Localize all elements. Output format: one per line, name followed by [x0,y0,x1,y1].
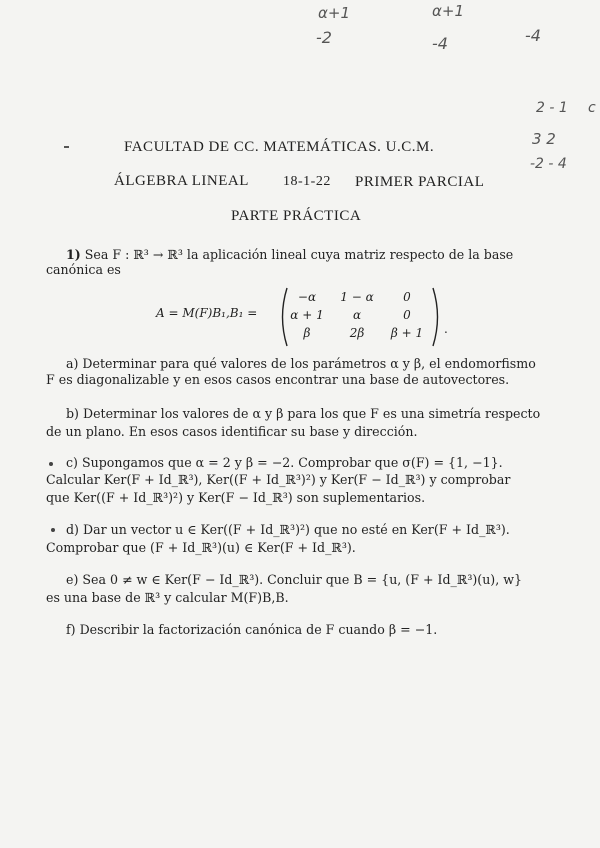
part-e-line-1: e) Sea 0 ≠ w ∈ Ker(F − Id_ℝ³). Concluir que B = {u, (F + Id_ℝ³)(u), w} [66,572,523,587]
matrix-period: . [444,322,448,336]
part-heading: PARTE PRÁCTICA [231,208,362,224]
problem-number: 1) [66,247,81,262]
part-b-line-2: de un plano. En esos casos identificar su base y dirección. [46,424,418,439]
exam-title: PRIMER PARCIAL [355,174,485,190]
handwritten-note: c [588,100,596,116]
handwritten-note: -2 - 4 [530,156,567,172]
handwritten-note: -4 [432,34,448,53]
matrix-cell: β [303,326,311,340]
faculty-heading: FACULTAD DE CC. MATEMÁTICAS. U.C.M. [124,139,435,155]
part-a-line-2: F es diagonalizable y en esos casos encontrar una base de autovectores. [46,372,510,387]
part-b-line-1: b) Determinar los valores de α y β para los que F es una simetría respecto [66,406,541,421]
handwritten-note: α+1 [432,2,464,20]
right-paren-icon [430,286,444,348]
handwritten-note: 2 - 1 [536,100,568,116]
matrix-lhs: A = M(F)B₁,B₁ = [156,306,258,320]
matrix-cell: 0 [403,290,411,304]
intro-line-2: canónica es [46,262,121,277]
matrix-cell: α [352,308,362,322]
pen-mark [64,146,69,148]
pen-dot [51,528,55,532]
part-c-line-1: c) Supongamos que α = 2 y β = −2. Comprobar que σ(F) = {1, −1}. [66,455,503,470]
matrix-grid [282,290,432,342]
handwritten-note: α+1 [318,4,350,22]
matrix-cell: 0 [403,308,411,322]
handwritten-note: -4 [525,26,541,45]
matrix-equation [150,286,450,346]
part-d-line-1: d) Dar un vector u ∈ Ker((F + Id_ℝ³)²) que no esté en Ker(F + Id_ℝ³). [66,522,510,537]
pen-dot [49,462,53,466]
part-d-line-2: Comprobar que (F + Id_ℝ³)(u) ∈ Ker(F + Id_ℝ³). [46,540,356,555]
handwritten-note: 3 2 [532,130,556,148]
matrix-cell: 2β [349,326,365,340]
matrix-cell: 1 − α [340,290,374,304]
matrix-cell: α + 1 [290,308,324,322]
problem-intro [66,247,566,263]
intro-line-1: Sea F : ℝ³ → ℝ³ la aplicación lineal cuya matriz respecto de la base [84,247,514,262]
exam-date: 18-1-22 [283,174,331,189]
matrix-cell: −α [297,290,317,304]
part-c-line-2: Calcular Ker(F + Id_ℝ³), Ker((F + Id_ℝ³)²) y Ker(F − Id_ℝ³) y comprobar [46,472,511,487]
part-f-line-1: f) Describir la factorización canónica de F cuando β = −1. [66,622,438,637]
part-e-line-2: es una base de ℝ³ y calcular M(F)B,B. [46,590,289,605]
part-c-line-3: que Ker((F + Id_ℝ³)²) y Ker(F − Id_ℝ³) son suplementarios. [46,490,426,505]
part-a-line-1: a) Determinar para qué valores de los parámetros α y β, el endomorfismo [66,356,536,371]
course-heading: ÁLGEBRA LINEAL [114,173,249,189]
handwritten-note: -2 [316,28,332,47]
matrix-cell: β + 1 [390,326,424,340]
